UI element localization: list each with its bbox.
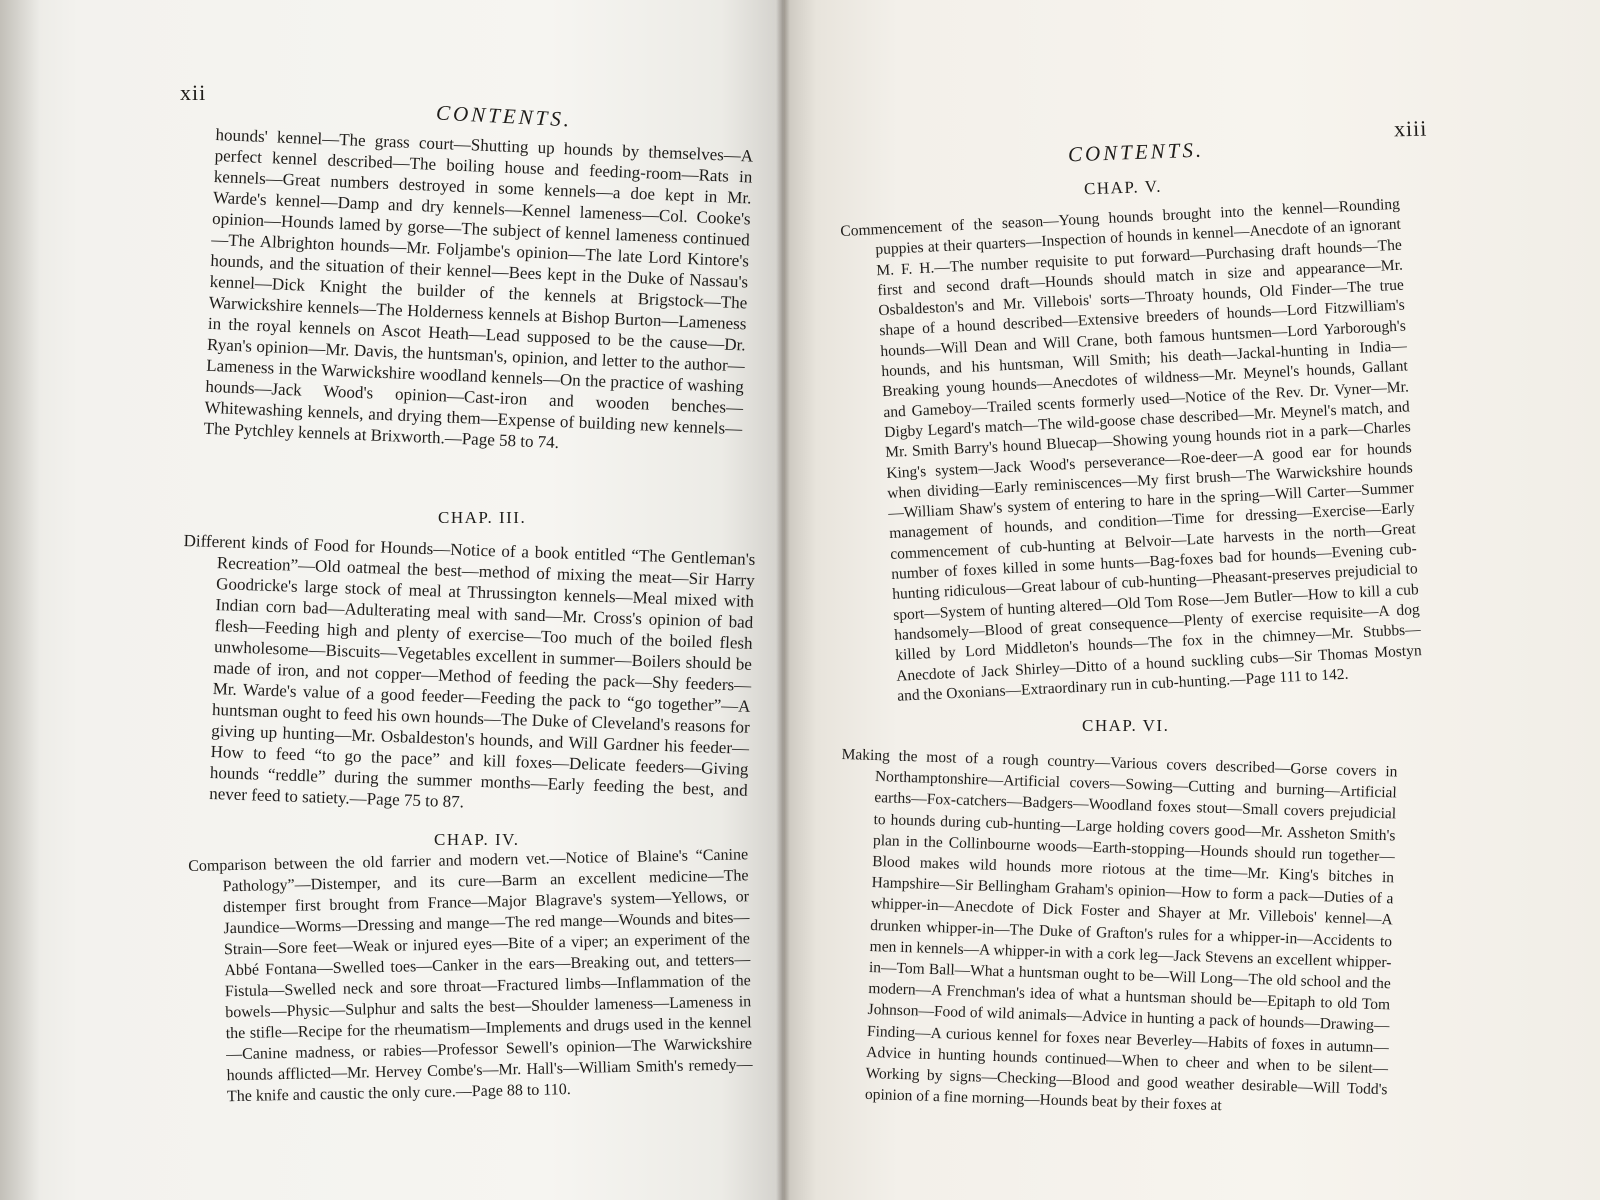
- chap-iii-heading: CHAP. III.: [438, 508, 527, 527]
- chap-v-block: [840, 195, 1423, 705]
- left-page: [0, 0, 784, 1200]
- chap-v-heading: CHAP. V.: [1083, 176, 1163, 199]
- right-page: [784, 0, 1600, 1200]
- chap-vi-text: Making the most of a rough country—Various covers described—Gorse covers in Northamptonshire—Artificial covers—Sowing—Cutting and burning—Artificial earths—Fox-catchers—Badgers—Woodland foxes stout—Small covers prejudicial to hounds during cub-hunting—Large holding covers good—Mr. Assheton Smith's plan in the Collinbourne woods—Earth-stopping—Hounds should run together—Blood makes wild hounds more riotous at the time—Mr. King's bitches in Hampshire—Sir Bellingham Graham's opinion—How to form a pack—Duties of a whipper-in—Anecdote of Dick Foster and Shayer at Mr. Villebois' kennel—A drunken whipper-in—The Duke of Grafton's rules for a whipper-in—Accidents to men in kennels—A whipper-in with a cork leg—Jack Stevens an excellent whipper-in—Tom Ball—What a huntsman ought to be—Will Long—The old school and the modern—A Frenchman's idea of what a huntsman should be—Epitaph to old Tom Johnson—Food of wild animals—Advice in hunting a pack of hounds—Drawing—Finding—A curious kennel for foxes near Beverley—Habits of foxes in autumn—Advice in hunting hounds continued—When to cheer and when to be silent—Working by signs—Checking—Blood and good weather desirable—Will Todd's opinion of a fine morning—Hounds beat by their foxes at: [841, 745, 1398, 1115]
- chap-iv-heading: CHAP. IV.: [434, 830, 520, 849]
- chap-iii-block: [183, 530, 756, 812]
- chap-iv-text: Comparison between the old farrier and modern vet.—Notice of Blaine's “Canine Pathology”—Distemper, and its cure—Barm an excellent medicine—The distemper first brought from France—Major Blagrave's system—Yellows, or Jaundice—Worms—Dressing and mange—The red mange—Wounds and bites—Strain—Sore feet—Weak or injured eyes—Bite of a viper; an experiment of the Abbé Fontana—Swelled toes—Canker in the ears—Breaking out, and tetters—Fistula—Swelled neck and sore throat—Fractured limbs—Inflammation of the bowels—Physic—Sulphur and salts the best—Shoulder lameness—Lameness in the stifle—Recipe for the rheumatism—Implements and drugs used in the kennel—Canine madness, or rabies—Professor Sewell's opinion—The Warwickshire hounds afflicted—Mr. Hervey Combe's—Mr. Hall's—William Smith's remedy—The knife and caustic the only cure.—Page 88 to 110.: [188, 846, 753, 1106]
- chap-vi-block: [841, 744, 1398, 1115]
- left-continued-text: hounds' kennel—The grass court—Shutting up hounds by themselves—A perfect kennel described—The boiling house and feeding-room—Rats in kennels—Great numbers destroyed in some kennels—a doe kept in Mr. Warde's kennel—Damp and dry kennels—Kennel lameness—Col. Cooke's opinion—Hounds lamed by gorse—The subject of kennel lameness continued—The Albrighton hounds—Mr. Foljambe's opinion—The late Lord Kintore's hounds, and the situation of their kennel—Bees kept in the Duke of Nassau's kennel—Dick Knight the builder of the kennels at Brigstock—The Warwickshire kennels—The Holderness kennels at Bishop Burton—Lameness in the royal kennels on Ascot Heath—Lead supposed to be the cause—Dr. Ryan's opinion—Mr. Davis, the huntsman's, opinion, and letter to the author—Lameness in the Warwickshire woodland kennels—On the practice of washing hounds—Jack Wood's opinion—Cast-iron and wooden benches—Whitewashing kennels, and drying them—Expense of building new kennels—The Pytchley kennels at Brixworth.—Page 58 to 74.: [203, 124, 754, 453]
- left-running-head: CONTENTS.: [435, 100, 573, 132]
- right-running-head: CONTENTS.: [1067, 137, 1205, 167]
- page-edge-shadow: [0, 0, 40, 1200]
- chap-vi-heading: CHAP. VI.: [1082, 716, 1170, 735]
- chap-iii-text: Different kinds of Food for Hounds—Notice of a book entitled “The Gentleman's Recreation”—Old oatmeal the best—method of mixing the meat—Sir Harry Goodricke's large stock of meal at Thrussington kennels—Meal mixed with Indian corn bad—Adulterating meal with sand—Mr. Cross's opinion of bad flesh—Feeding high and plenty of exercise—Too much of the boiled flesh unwholesome—Biscuits—Vegetables excellent in summer—Boilers should be made of iron, and not copper—Method of feeding the pack—Shy feeders—Mr. Warde's value of a good feeder—Feeding the pack to “go together”—A huntsman ought to feed his own hounds—The Duke of Cleveland's reasons for giving up hunting—Mr. Osbaldeston's hounds, and Will Gardner his feeder—How to feed “to go the pace” and kill foxes—Delicate feeders—Giving hounds “reddle” during the summer months—Early feeding the best, and never feed to satiety.—Page 75 to 87.: [183, 530, 756, 812]
- left-page-number: xii: [180, 80, 207, 105]
- right-page-number: xiii: [1393, 115, 1428, 142]
- chap-v-text: Commencement of the season—Young hounds brought into the kennel—Rounding puppies at their quarters—Inspection of hounds in kennel—Anecdote of an ignorant M. F. H.—The number requisite to put forward—Purchasing draft hounds—The first and second draft—Hounds should match in size and appearance—Mr. Osbaldeston's and Mr. Villebois' sorts—Throaty hounds, Old Finder—The true shape of a hound described—Extensive breeders of hounds—Lord Fitzwilliam's hounds—Will Dean and Will Crane, both famous huntsmen—Lord Yarborough's hounds, and his huntsman, Will Smith; his death—Jackal-hunting in India—Breaking young hounds—Anecdotes of wildness—Mr. Meynel's hounds, Gallant and Gameboy—Trailed scents formerly used—Notice of the Rev. Dr. Vyner—Mr. Digby Legard's match—The wild-goose chase described—Mr. Meynel's match, and Mr. Smith Barry's hound Bluecap—Showing young hounds riot in a park—Charles King's system—Jack Wood's perseverance—Roe-deer—A good ear for hounds when dividing—Early reminiscences—My first brush—The Warwickshire hounds—William Shaw's system of entering to hare in the spring—Will Carter—Summer management of hounds, and condition—Time for dressing—Exercise—Early commencement of cub-hunting at Belvoir—Late harvests in the north—Great number of foxes killed in some hunts—Bag-foxes bad for hounds—Evening cub-hunting ridiculous—Great labour of cub-hunting—Pheasant-preserves prejudicial to sport—System of hunting altered—Old Tom Rose—Jem Butler—How to kill a cub handsomely—Blood of great consequence—Plenty of exercise requisite—A dog killed by Lord Middleton's hounds—The fox in the chimney—Mr. Stubbs—Anecdote of Jack Shirley—Ditto of a hound suckling cubs—Sir Thomas Mostyn and the Oxonians—Extraordinary run in cub-hunting.—Page 111 to 142.: [840, 195, 1423, 705]
- book-gutter: [776, 0, 790, 1200]
